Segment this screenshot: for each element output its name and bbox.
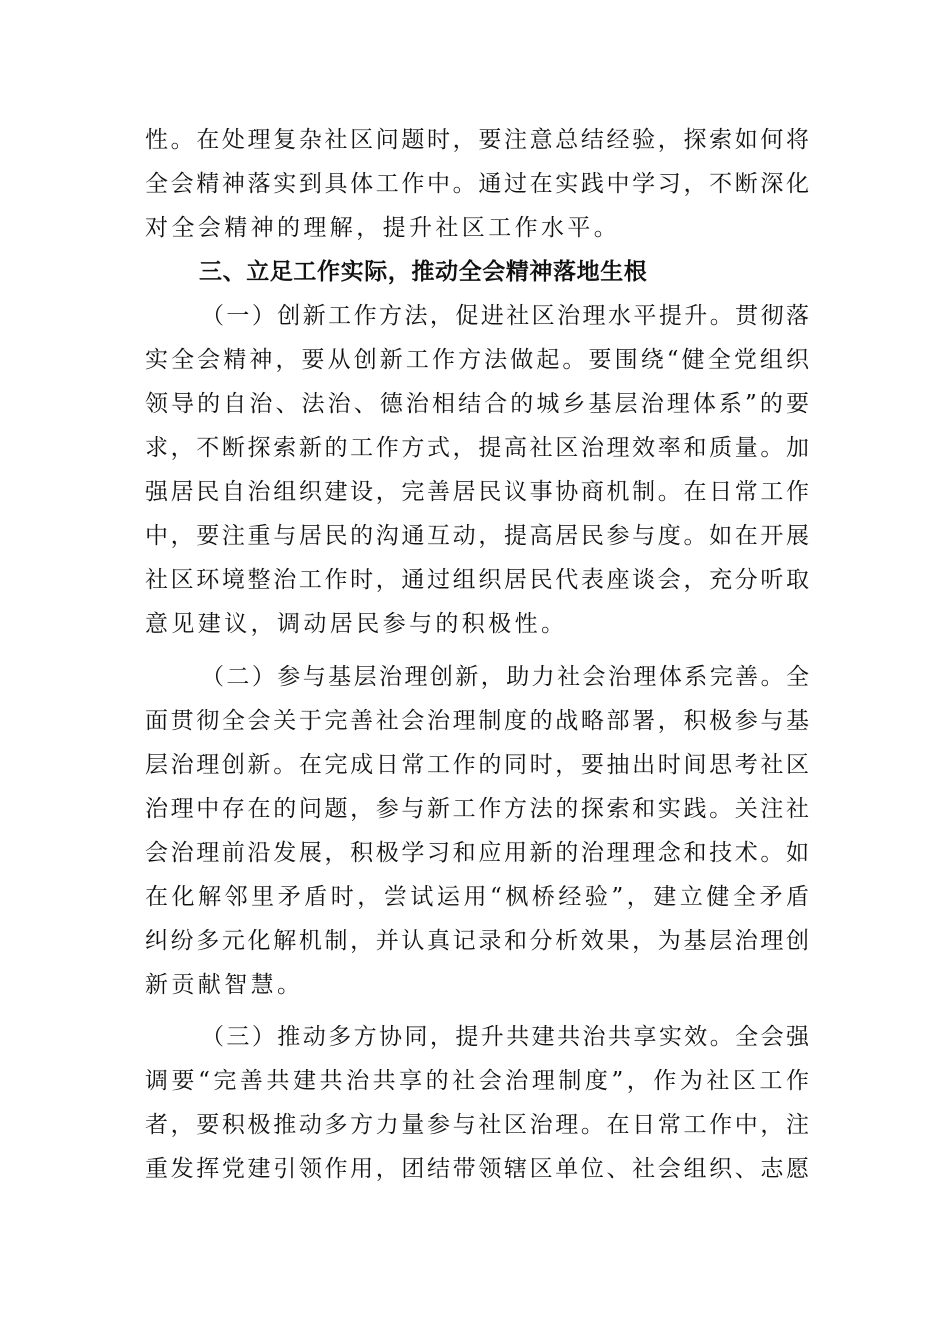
body-line: 层治理创新。在完成日常工作的同时，要抽出时间思考社区 — [145, 752, 809, 778]
section-heading: 三、立足工作实际，推动全会精神落地生根 — [199, 259, 648, 285]
body-line: 纠纷多元化解机制，并认真记录和分析效果，为基层治理创 — [145, 928, 809, 954]
body-line: 重发挥党建引领作用，团结带领辖区单位、社会组织、志愿 — [145, 1156, 809, 1182]
body-line: 治理中存在的问题，参与新工作方法的探索和实践。关注社 — [145, 796, 809, 822]
body-line: 领导的自治、法治、德治相结合的城乡基层治理体系”的要 — [145, 391, 809, 417]
body-line: （二）参与基层治理创新，助力社会治理体系完善。全 — [201, 664, 809, 690]
body-line: （三）推动多方协同，提升共建共治共享实效。全会强 — [201, 1024, 809, 1050]
body-line: 对全会精神的理解，提升社区工作水平。 — [145, 215, 621, 241]
body-line: 会治理前沿发展，积极学习和应用新的治理理念和技术。如 — [145, 840, 809, 866]
body-line: 全会精神落实到具体工作中。通过在实践中学习，不断深化 — [145, 171, 809, 197]
body-line: 性。在处理复杂社区问题时，要注意总结经验，探索如何将 — [145, 127, 809, 153]
body-line: 实全会精神，要从创新工作方法做起。要围绕“健全党组织 — [145, 347, 809, 373]
body-line: 意见建议，调动居民参与的积极性。 — [145, 611, 568, 637]
body-line: 者，要积极推动多方力量参与社区治理。在日常工作中，注 — [145, 1112, 809, 1138]
body-line: 在化解邻里矛盾时，尝试运用“枫桥经验”，建立健全矛盾 — [145, 884, 809, 910]
body-line: 求，不断探索新的工作方式，提高社区治理效率和质量。加 — [145, 435, 809, 461]
body-line: 新贡献智慧。 — [145, 972, 304, 998]
body-line: 社区环境整治工作时，通过组织居民代表座谈会，充分听取 — [145, 567, 809, 593]
body-line: 面贯彻全会关于完善社会治理制度的战略部署，积极参与基 — [145, 708, 809, 734]
body-line: （一）创新工作方法，促进社区治理水平提升。贯彻落 — [201, 303, 809, 329]
body-line: 中，要注重与居民的沟通互动，提高居民参与度。如在开展 — [145, 523, 809, 549]
body-line: 强居民自治组织建设，完善居民议事协商机制。在日常工作 — [145, 479, 809, 505]
body-line: 调要“完善共建共治共享的社会治理制度”，作为社区工作 — [145, 1068, 809, 1094]
